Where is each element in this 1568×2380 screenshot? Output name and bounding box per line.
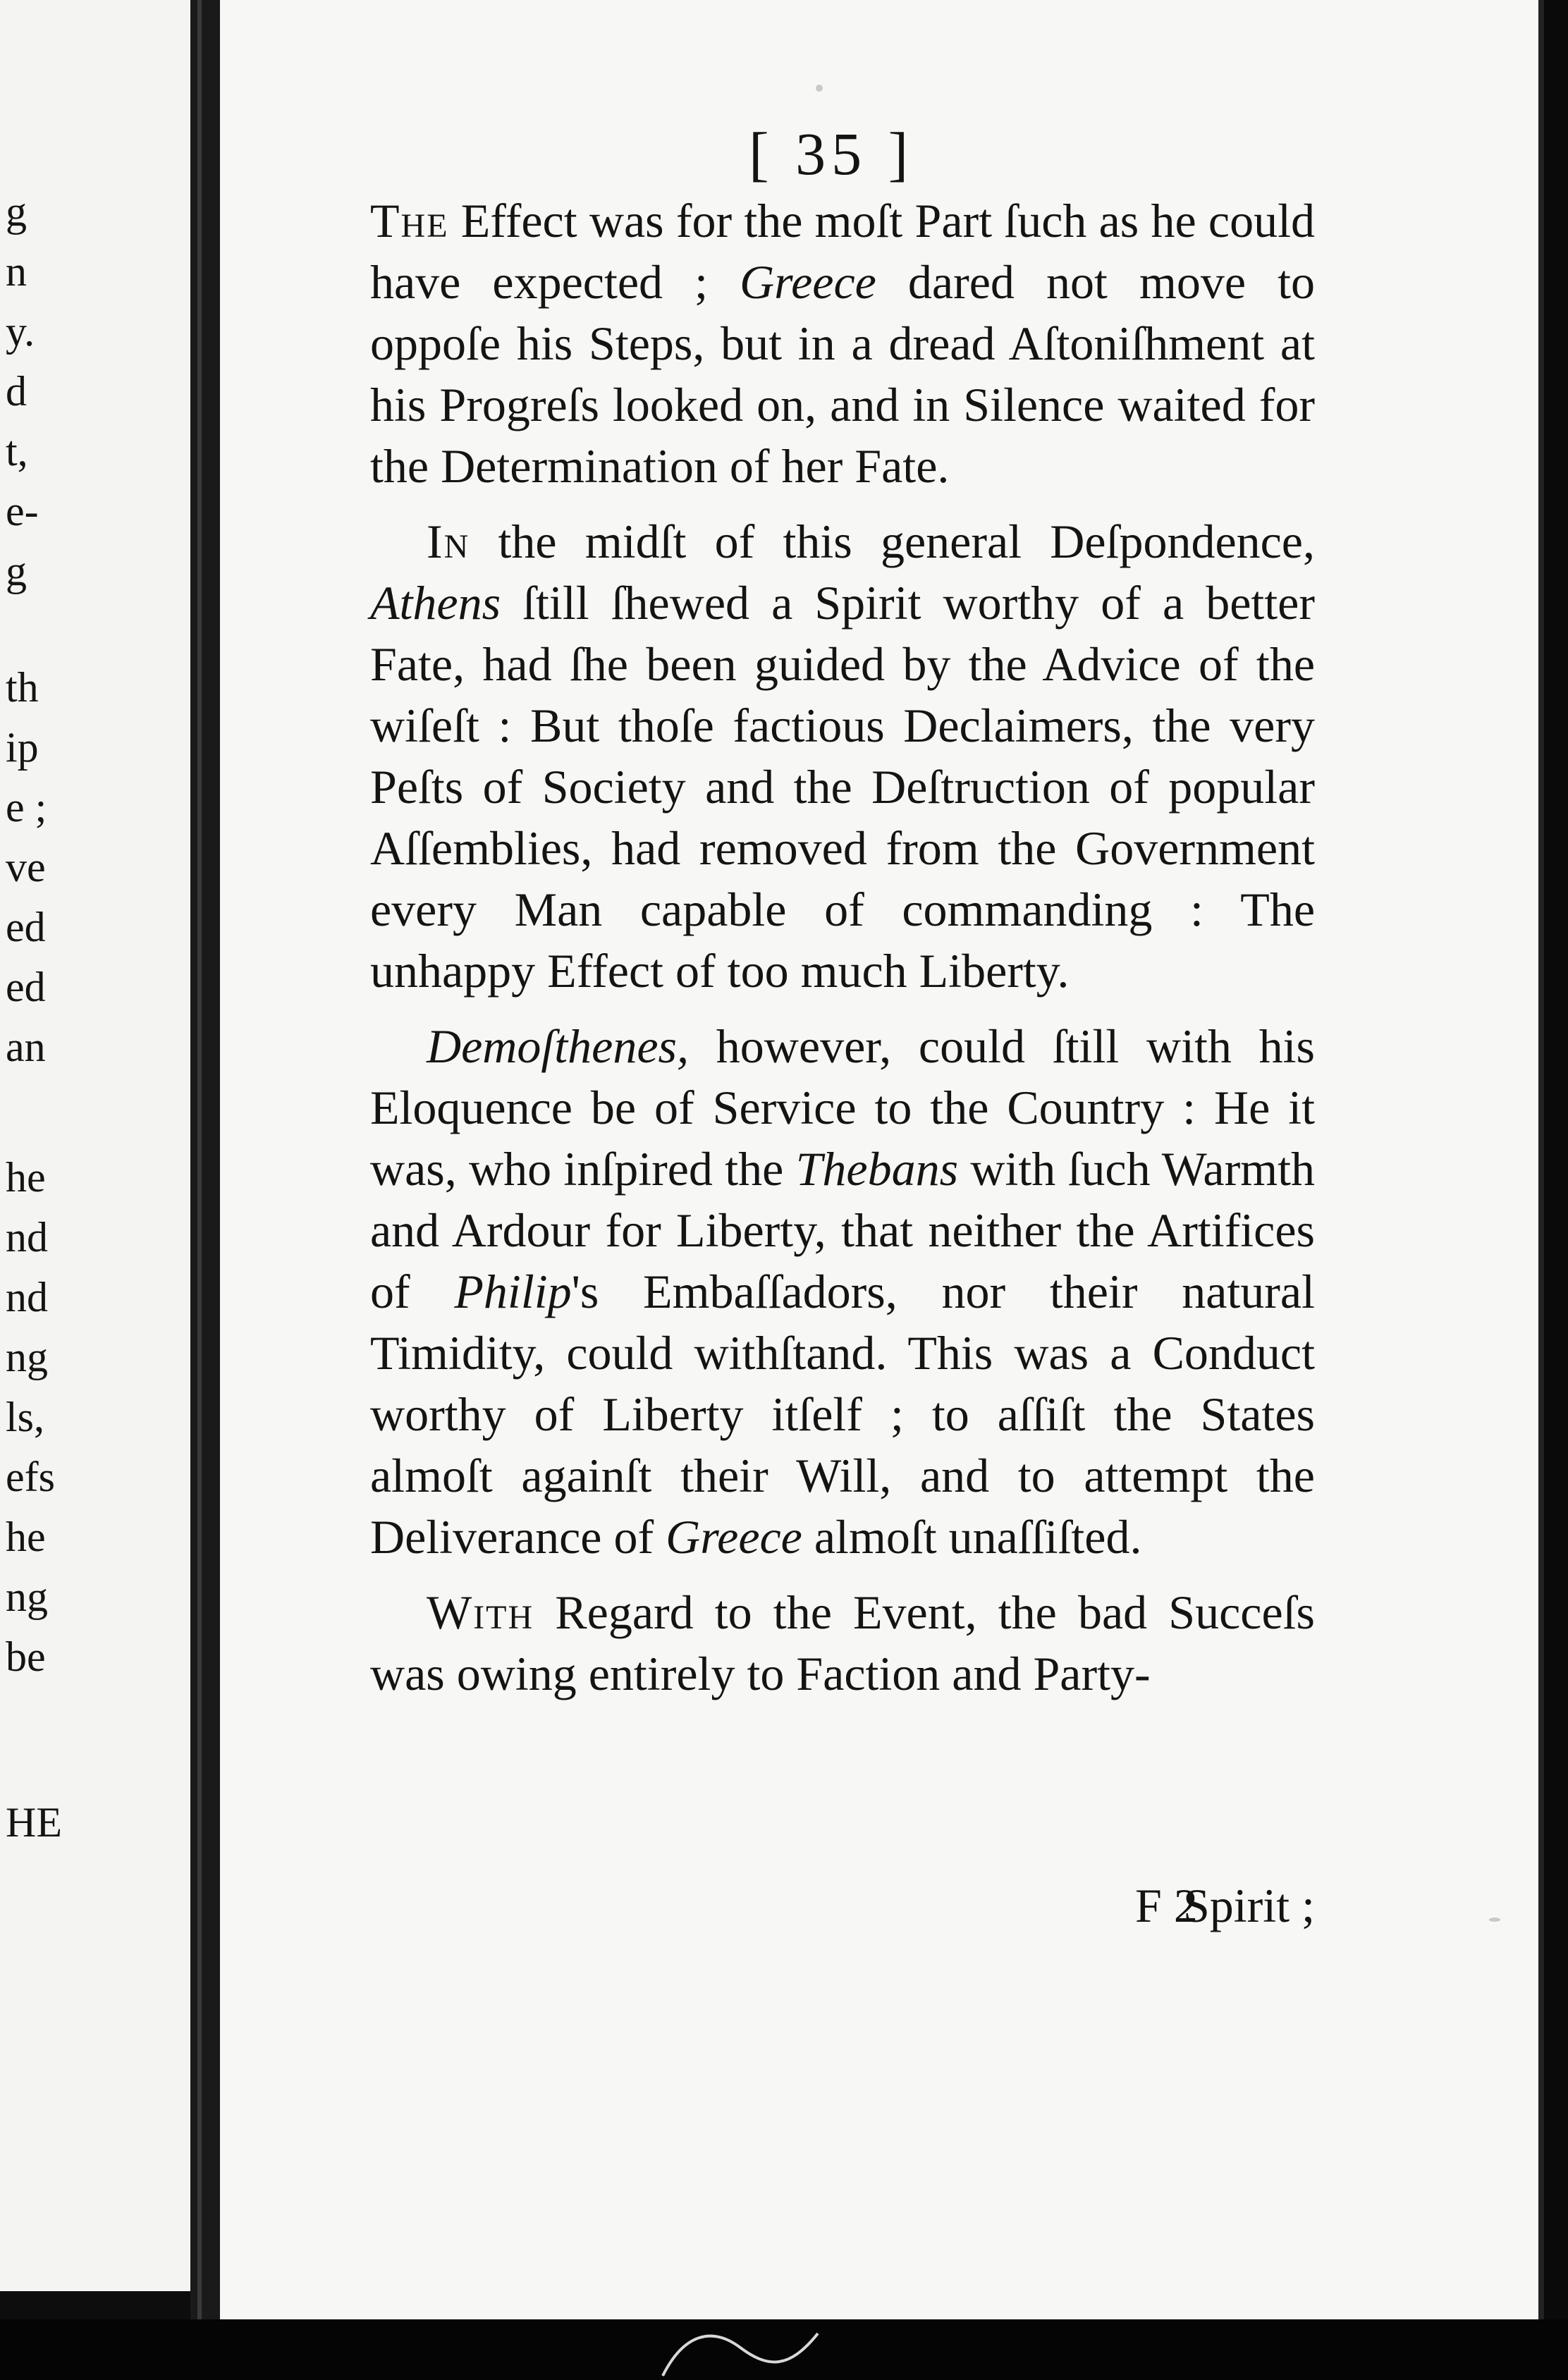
left-margin-fragment: efs <box>6 1454 55 1500</box>
left-margin-fragment: ng <box>6 1574 48 1620</box>
left-margin-fragment: he <box>6 1154 46 1201</box>
italic-text: Demoſthenes, <box>427 1019 690 1073</box>
text-run: with ſuch Warmth and Ardour for Liberty, that neither the Artifices of <box>370 1142 1316 1318</box>
left-margin-fragment: y. <box>6 308 35 355</box>
paper-speck <box>816 85 823 92</box>
left-margin-fragment: e ; <box>6 784 47 830</box>
gutter-fold-line <box>197 0 202 2380</box>
paper-speck <box>1489 1918 1500 1922</box>
text-run: Regard to the Event, the bad Succeſs was owing entirely to Faction and Party- <box>370 1585 1315 1700</box>
signature-mark: F 2 <box>1135 1879 1198 1932</box>
left-margin-fragment: ve <box>6 844 46 890</box>
small-caps-text: The <box>370 194 449 247</box>
left-margin-fragment: ed <box>6 964 46 1010</box>
italic-text: Greece <box>666 1510 802 1564</box>
left-margin-fragment: g <box>6 188 27 235</box>
left-page-edge <box>0 0 190 2291</box>
book-gutter <box>190 0 220 2380</box>
text-run: however, could ſtill with his Eloquence be of Service to the Country : He it was, who inſpired the <box>370 1019 1315 1196</box>
left-margin-fragment: d <box>6 368 27 415</box>
catchword: Spirit ; <box>1182 1879 1315 1932</box>
bottom-scan-border <box>0 2319 1568 2380</box>
left-margin-fragment: he <box>6 1514 46 1560</box>
left-margin-fragment: nd <box>6 1274 48 1320</box>
text-run: Effect was for the moſt Part ſuch as he could have expected ; <box>370 194 1315 309</box>
body-text <box>370 190 1315 1719</box>
italic-text: Philip <box>454 1265 572 1318</box>
left-margin-fragment: nd <box>6 1214 48 1260</box>
paragraph <box>370 1016 1315 1568</box>
left-margin-fragment: t, <box>6 428 28 474</box>
text-run: almoſt unaſſiſted. <box>802 1510 1142 1564</box>
left-margin-fragment: HE <box>6 1799 62 1846</box>
small-caps-text: In <box>427 515 470 568</box>
left-margin-fragment: g <box>6 548 27 594</box>
left-margin-fragment: ls, <box>6 1394 45 1440</box>
paragraph <box>370 511 1315 1002</box>
italic-text: Athens <box>370 576 501 630</box>
left-margin-fragment: e- <box>6 488 39 534</box>
left-margin-fragment: ed <box>6 904 46 950</box>
left-margin-fragment: ng <box>6 1334 48 1380</box>
right-scan-border <box>1544 0 1568 2380</box>
paragraph <box>370 190 1315 497</box>
small-caps-text: With <box>427 1585 534 1639</box>
left-margin-fragment: ip <box>6 724 39 771</box>
ribbon-curl-icon <box>656 2319 825 2380</box>
text-run: the midſt of this general Deſpondence, <box>470 515 1315 568</box>
left-margin-fragment: n <box>6 248 27 295</box>
page-number: [ 35 ] <box>749 120 914 188</box>
italic-text: Greece <box>740 255 876 309</box>
left-margin-fragment: be <box>6 1633 46 1680</box>
text-run: 's Embaſſadors, nor their natural Timidity, could withſtand. This was a Conduct worthy of Liberty itſelf ; to aſſiſt the States almoſt againſt their Will, and to attempt the Deliverance of <box>370 1265 1315 1564</box>
text-run: dared not move to oppoſe his Steps, but in a dread Aſtoniſhment at his Progreſs looked on, and in Silence waited for the Determination of her Fate. <box>370 255 1315 493</box>
italic-text: Thebans <box>795 1142 959 1196</box>
paragraph <box>370 1582 1315 1705</box>
left-margin-fragment: th <box>6 664 39 711</box>
text-run: ſtill ſhewed a Spirit worthy of a better Fate, had ſhe been guided by the Advice of the wiſeſt : But thoſe factious Declaimers, the very Peſts of Society and the Deſtruction of popular Aſſemblies, had removed from the Government every Man capable of commanding : The unhappy Effect of too much Liberty. <box>370 576 1315 998</box>
left-margin-fragment: an <box>6 1024 46 1070</box>
